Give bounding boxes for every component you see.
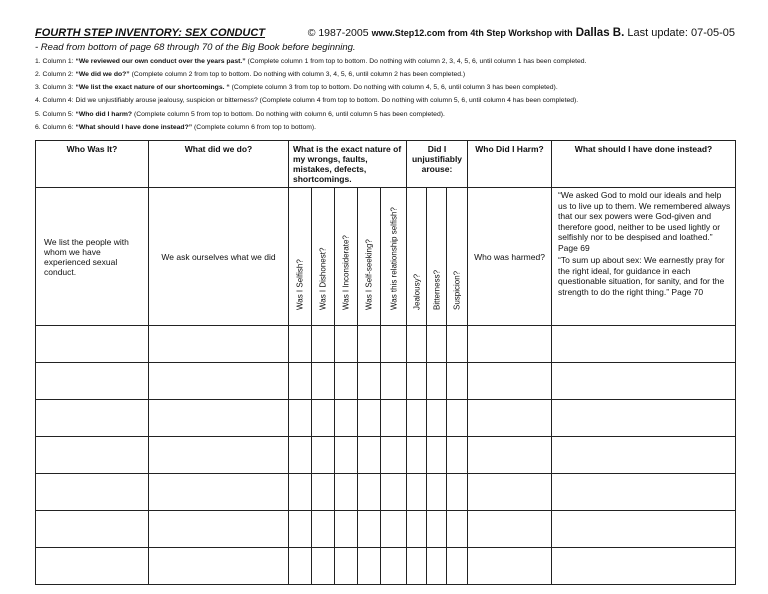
instruction-item [35,111,445,118]
nature-label: Was I Inconsiderate? [341,235,351,310]
instruction-text: (Complete column 3 from top to bottom. Do nothing with column 4, 5, 6, until column 3 has been completed). [229,84,558,91]
instruction-item [35,58,586,65]
nature-label: Was I Self-seeking? [364,239,374,310]
instruction-prefix: 4. Column 4: [35,97,76,104]
instruction-prefix: 3. Column 3: [35,84,76,91]
col-who-header: Who Was It? [36,141,149,188]
blank-row [36,474,736,511]
instruction-quote: “We reviewed our own conduct over the years past.” [75,58,246,65]
blank-row [36,548,736,585]
col-what-header: What did we do? [149,141,289,188]
arouse-bitterness [427,188,447,326]
who-description: We list the people with whom we have experienced sexual conduct. [36,188,149,326]
nature-self-seeking [358,188,381,326]
instruction-item [35,71,465,78]
instruction-item [35,84,558,91]
site-credit: www.Step12.com from 4th Step Workshop with [371,28,573,38]
nature-dishonest [312,188,335,326]
arouse-label: Jealousy? [412,273,421,310]
description-row [36,188,736,326]
instruction-text: (Complete column 2 from top to bottom. Do nothing with column 3, 4, 5, 6, until column 2 has been completed.) [129,71,466,78]
arouse-label: Suspicion? [452,270,462,310]
blank-row [36,511,736,548]
instruction-prefix: 5. Column 5: [35,111,76,118]
quote-page-70: “To sum up about sex: We earnestly pray for the right ideal, for guidance in each questionable situation, for sanity, and for the strength to do the right thing.” Page 70 [558,255,725,297]
instead-quotes [552,188,736,326]
nature-label: Was I Dishonest? [318,247,328,310]
copyright-line [308,27,735,39]
copyright: © 1987-2005 [307,27,369,39]
instruction-prefix: 2. Column 2: [35,71,76,78]
instruction-prefix: 1. Column 1: [35,58,76,65]
quote-page-69: “We asked God to mold our ideals and help us to live up to them. We remembered always that our sex powers were God-given and therefore good, neither to be used lightly or selfishly nor to be despised and loathed.” Page 69 [558,190,731,253]
instruction-text: (Complete column 1 from top to bottom. Do nothing with column 2, 3, 4, 5, 6, until column 1 has been completed. [245,58,587,65]
col-harm-header: Who Did I Harm? [468,141,552,188]
last-update: Last update: 07-05-05 [627,27,735,39]
arouse-jealousy [407,188,427,326]
page-header [35,27,735,41]
instruction-quote: “Who did I harm? [75,111,133,118]
header-row [36,141,736,188]
page-title: FOURTH STEP INVENTORY: SEX CONDUCT [35,27,266,39]
instruction-quote: “We list the exact nature of our shortcomings. “ [75,84,230,91]
nature-selfish [289,188,312,326]
blank-row [36,437,736,474]
col-arouse-header: Did I unjustifiably arouse: [407,141,468,188]
arouse-label: Bitterness? [432,269,441,310]
col-instead-header: What should I have done instead? [552,141,736,188]
instruction-quote: Did we unjustifiably arouse jealousy, suspicion or bitterness? [75,97,258,104]
blank-row [36,363,736,400]
instruction-quote: “We did we do?” [75,71,130,78]
instruction-prefix: 6. Column 6: [35,124,76,131]
nature-inconsiderate [335,188,358,326]
subtitle: - Read from bottom of page 68 through 70 of the Big Book before beginning. [35,42,356,53]
nature-label: Was I Selfish? [295,259,305,310]
harm-description: Who was harmed? [468,188,552,326]
nature-relationship-selfish [381,188,407,326]
instruction-text: (Complete column 6 from top to bottom). [192,124,317,131]
col-nature-header: What is the exact nature of my wrongs, faults, mistakes, defects, shortcomings. [289,141,407,188]
blank-row [36,400,736,437]
author: Dallas B. [575,27,625,39]
arouse-suspicion [447,188,468,326]
instruction-item [35,124,316,131]
inventory-table [35,140,736,585]
instruction-quote: “What should I have done instead?” [75,124,193,131]
nature-label: Was this relationship selfish? [389,207,398,310]
instruction-text: (Complete column 4 from top to bottom. Do nothing with column 5, 6, until column 4 has been completed). [257,97,579,104]
instruction-item [35,97,578,104]
what-description: We ask ourselves what we did [149,188,289,326]
instruction-text: (Complete column 5 from top to bottom. Do nothing with column 6, until column 5 has been completed). [132,111,445,118]
blank-row [36,326,736,363]
